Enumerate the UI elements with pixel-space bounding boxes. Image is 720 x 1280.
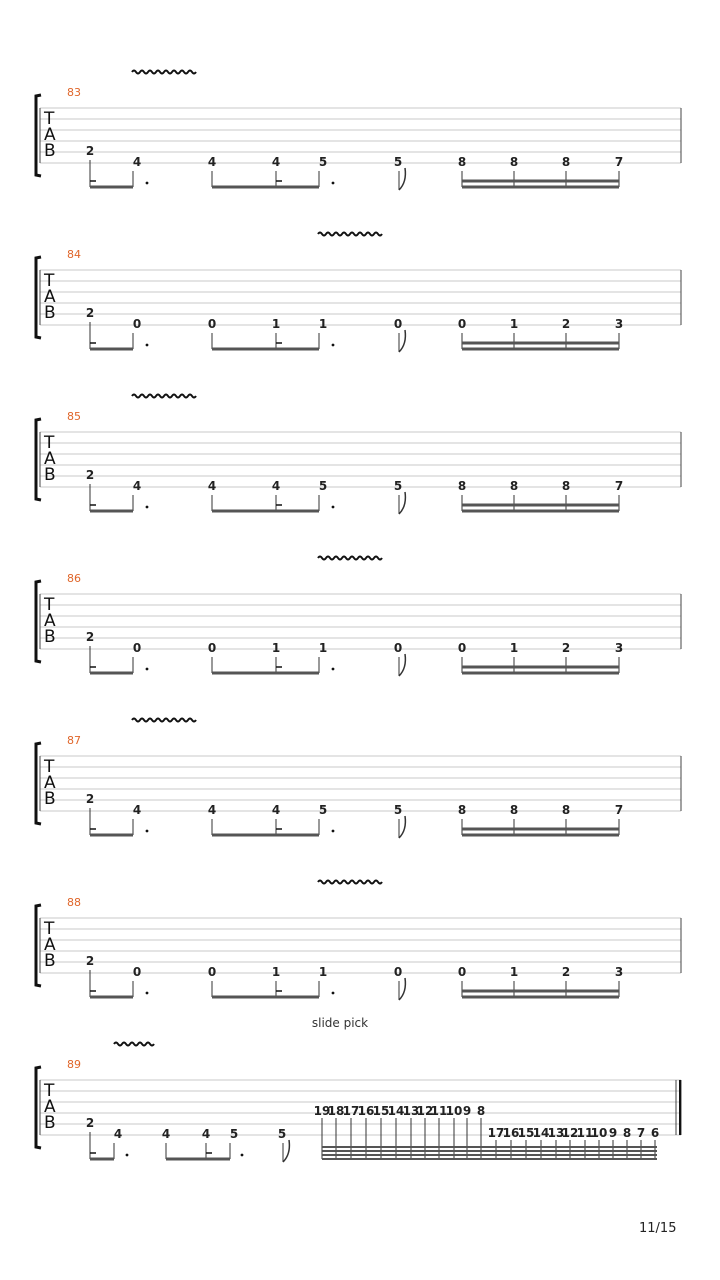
rhythm-dot	[146, 182, 149, 185]
fret-number: 1	[271, 317, 281, 331]
slide-fret-number: 11	[430, 1104, 448, 1118]
vibrato-mark	[318, 557, 382, 560]
slide-fret-number: 15	[372, 1104, 390, 1118]
rhythm-dot	[241, 1154, 244, 1157]
tab-clef-letter: A	[44, 449, 56, 469]
slide-fret-number: 10	[590, 1126, 608, 1140]
fret-number: 1	[318, 317, 328, 331]
fret-number: 1	[509, 641, 519, 655]
rhythm-dot	[146, 992, 149, 995]
measure-number: 84	[67, 248, 81, 261]
fret-number: 0	[457, 317, 467, 331]
slide-fret-number: 16	[502, 1126, 520, 1140]
fret-number: 1	[271, 965, 281, 979]
measure-number: 89	[67, 1058, 81, 1071]
rhythm-dot	[332, 830, 335, 833]
fret-number: 0	[207, 317, 217, 331]
fret-number: 2	[561, 965, 571, 979]
slide-fret-number: 13	[402, 1104, 420, 1118]
fret-number: 1	[509, 317, 519, 331]
slide-fret-number: 10	[445, 1104, 463, 1118]
fret-number: 0	[132, 317, 142, 331]
rhythm-dot	[332, 992, 335, 995]
fret-number: 8	[561, 479, 571, 493]
slide-fret-number: 18	[327, 1104, 345, 1118]
fret-number: 3	[614, 965, 624, 979]
note-flag	[283, 1140, 289, 1162]
tab-clef-letter: T	[44, 757, 55, 777]
fret-number: 0	[132, 965, 142, 979]
rhythm-dot	[146, 668, 149, 671]
slide-fret-number: 6	[650, 1126, 660, 1140]
fret-number: 1	[271, 641, 281, 655]
note-flag	[399, 816, 405, 838]
fret-number: 2	[85, 1116, 95, 1130]
fret-number: 4	[271, 479, 281, 493]
tab-clef-letter: B	[44, 141, 56, 161]
rhythm-dot	[332, 182, 335, 185]
fret-number: 1	[509, 965, 519, 979]
fret-number: 8	[509, 479, 519, 493]
fret-number: 0	[132, 641, 142, 655]
vibrato-mark	[132, 719, 196, 722]
fret-number: 4	[132, 479, 142, 493]
slide-fret-number: 17	[342, 1104, 360, 1118]
slide-fret-number: 11	[576, 1126, 594, 1140]
tab-clef-letter: T	[44, 271, 55, 291]
fret-number: 2	[85, 954, 95, 968]
tab-clef-letter: B	[44, 1113, 56, 1133]
fret-number: 4	[207, 479, 217, 493]
measure-number: 88	[67, 896, 81, 909]
fret-number: 4	[271, 155, 281, 169]
fret-number: 4	[132, 803, 142, 817]
rhythm-dot	[332, 668, 335, 671]
slide-fret-number: 14	[532, 1126, 550, 1140]
fret-number: 4	[207, 803, 217, 817]
slide-fret-number: 14	[387, 1104, 405, 1118]
vibrato-mark	[132, 71, 196, 74]
tab-clef-letter: A	[44, 1097, 56, 1117]
staff-system	[0, 0, 681, 676]
tab-clef-letter: B	[44, 789, 56, 809]
fret-number: 5	[393, 155, 403, 169]
fret-number: 0	[457, 965, 467, 979]
fret-number: 5	[277, 1127, 287, 1141]
fret-number: 2	[561, 641, 571, 655]
slide-fret-number: 19	[313, 1104, 331, 1118]
tab-clef-letter: T	[44, 919, 55, 939]
fret-number: 4	[113, 1127, 123, 1141]
fret-number: 8	[457, 479, 467, 493]
rhythm-dot	[332, 506, 335, 509]
fret-number: 2	[85, 144, 95, 158]
fret-number: 2	[85, 306, 95, 320]
tab-clef-letter: B	[44, 951, 56, 971]
fret-number: 1	[318, 641, 328, 655]
slide-pick-label: slide pick	[311, 1016, 369, 1030]
fret-number: 2	[85, 792, 95, 806]
vibrato-mark	[318, 881, 382, 884]
fret-number: 0	[457, 641, 467, 655]
fret-number: 2	[85, 630, 95, 644]
rhythm-dot	[146, 506, 149, 509]
fret-number: 0	[207, 965, 217, 979]
tab-clef-letter: T	[44, 109, 55, 129]
fret-number: 7	[614, 803, 624, 817]
fret-number: 8	[561, 155, 571, 169]
slide-fret-number: 9	[608, 1126, 618, 1140]
fret-number: 5	[393, 479, 403, 493]
fret-number: 8	[561, 803, 571, 817]
fret-number: 3	[614, 641, 624, 655]
note-flag	[399, 654, 405, 676]
fret-number: 2	[561, 317, 571, 331]
rhythm-dot	[126, 1154, 129, 1157]
fret-number: 5	[318, 155, 328, 169]
fret-number: 0	[393, 317, 403, 331]
vibrato-mark	[114, 1043, 154, 1046]
fret-number: 0	[393, 965, 403, 979]
tab-clef-letter: A	[44, 773, 56, 793]
tab-clef-letter: B	[44, 627, 56, 647]
staff-system	[0, 0, 681, 352]
tab-clef-letter: A	[44, 125, 56, 145]
slide-fret-number: 7	[636, 1126, 646, 1140]
vibrato-mark	[132, 395, 196, 398]
tab-clef-letter: T	[44, 595, 55, 615]
fret-number: 8	[509, 155, 519, 169]
fret-number: 2	[85, 468, 95, 482]
fret-number: 8	[457, 155, 467, 169]
fret-number: 1	[318, 965, 328, 979]
tab-clef-letter: B	[44, 303, 56, 323]
fret-number: 5	[318, 479, 328, 493]
note-flag	[399, 492, 405, 514]
fret-number: 8	[509, 803, 519, 817]
fret-number: 5	[229, 1127, 239, 1141]
rhythm-dot	[146, 830, 149, 833]
fret-number: 4	[271, 803, 281, 817]
fret-number: 4	[207, 155, 217, 169]
fret-number: 7	[614, 479, 624, 493]
slide-fret-number: 16	[357, 1104, 375, 1118]
fret-number: 5	[393, 803, 403, 817]
tab-clef-letter: A	[44, 287, 56, 307]
tab-clef-letter: A	[44, 611, 56, 631]
slide-fret-number: 9	[462, 1104, 472, 1118]
tab-clef-letter: T	[44, 1081, 55, 1101]
vibrato-mark	[318, 233, 382, 236]
slide-fret-number: 12	[561, 1126, 579, 1140]
slide-fret-number: 12	[416, 1104, 434, 1118]
fret-number: 4	[132, 155, 142, 169]
note-flag	[399, 330, 405, 352]
slide-fret-number: 17	[487, 1126, 505, 1140]
measure-number: 86	[67, 572, 81, 585]
measure-number: 85	[67, 410, 81, 423]
measure-number: 87	[67, 734, 81, 747]
fret-number: 8	[457, 803, 467, 817]
note-flag	[399, 978, 405, 1000]
slide-fret-number: 8	[476, 1104, 486, 1118]
fret-number: 4	[161, 1127, 171, 1141]
rhythm-dot	[146, 344, 149, 347]
fret-number: 5	[318, 803, 328, 817]
staff-system	[0, 0, 681, 190]
fret-number: 0	[207, 641, 217, 655]
fret-number: 0	[393, 641, 403, 655]
tab-clef-letter: B	[44, 465, 56, 485]
fret-number: 3	[614, 317, 624, 331]
slide-fret-number: 15	[517, 1126, 535, 1140]
slide-fret-number: 13	[547, 1126, 565, 1140]
note-flag	[399, 168, 405, 190]
tab-clef-letter: A	[44, 935, 56, 955]
page-number: 11/15	[639, 1221, 677, 1236]
staff-system	[0, 0, 681, 514]
fret-number: 4	[201, 1127, 211, 1141]
fret-number: 7	[614, 155, 624, 169]
tab-clef-letter: T	[44, 433, 55, 453]
slide-fret-number: 8	[622, 1126, 632, 1140]
rhythm-dot	[332, 344, 335, 347]
measure-number: 83	[67, 86, 81, 99]
